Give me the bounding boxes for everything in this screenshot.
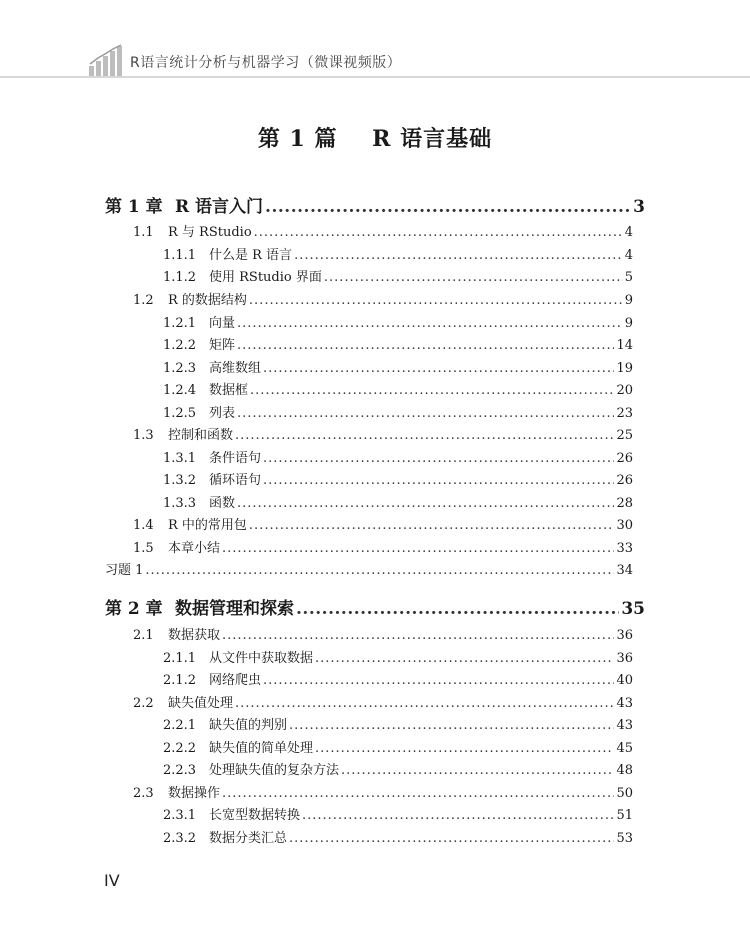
- toc-title: 数据框: [209, 383, 249, 398]
- toc-page-number: 4: [624, 225, 633, 240]
- toc-leader-dots: [222, 628, 614, 643]
- toc-title: 条件语句: [209, 451, 262, 466]
- toc-title: 从文件中获取数据: [209, 651, 314, 666]
- toc-title: 网络爬虫: [209, 673, 262, 688]
- toc-title: R 语言入门: [175, 197, 264, 217]
- toc-leader-dots: [265, 197, 631, 217]
- toc-number: 2.2.2: [163, 741, 197, 756]
- toc-leader-dots: [263, 451, 614, 466]
- toc-leader-dots: [222, 786, 614, 801]
- toc-number: 2.2.3: [163, 763, 197, 778]
- toc-number: 1.3.3: [163, 496, 197, 511]
- toc-number: 2.3: [133, 786, 154, 801]
- toc-page-number: 9: [624, 293, 633, 308]
- toc-title: 使用 RStudio 界面: [209, 270, 322, 285]
- toc-title: 数据分类汇总: [209, 831, 288, 846]
- toc-leader-dots: [263, 473, 614, 488]
- toc-leader-dots: [235, 428, 614, 443]
- toc-page-number: 26: [616, 451, 633, 466]
- toc-leader-dots: [237, 316, 623, 331]
- toc-title: 缺失值的判别: [209, 718, 288, 733]
- toc-leader-dots: [294, 248, 623, 263]
- toc-leader-dots: [250, 383, 614, 398]
- toc-entry-section[interactable]: [133, 624, 633, 643]
- toc-entry-subsection[interactable]: [163, 737, 633, 756]
- toc-number: 1.2.5: [163, 406, 197, 421]
- toc-number: 1.3: [133, 428, 154, 443]
- toc-number: 1.2: [133, 293, 154, 308]
- toc-number: 2.1.2: [163, 673, 197, 688]
- bar-chart-logo-icon: [88, 44, 124, 78]
- toc-title: 习题 1: [105, 563, 144, 578]
- toc-title: 矩阵: [209, 338, 236, 353]
- toc-number: 1.2.2: [163, 338, 197, 353]
- toc-page-number: 36: [616, 628, 633, 643]
- toc-page-number: 9: [624, 316, 633, 331]
- toc-number: 1.3.1: [163, 451, 197, 466]
- toc-page-number: 33: [616, 541, 633, 556]
- toc-entry-section[interactable]: [133, 782, 633, 801]
- toc-page-number: 40: [616, 673, 633, 688]
- toc-page-number: 26: [616, 473, 633, 488]
- toc-leader-dots: [237, 496, 614, 511]
- toc-number: 2.2.1: [163, 718, 197, 733]
- toc-number: 2.3.1: [163, 808, 197, 823]
- toc-entry-section[interactable]: [133, 692, 633, 711]
- toc-entry-subsection[interactable]: [163, 244, 633, 263]
- toc-title: 向量: [209, 316, 236, 331]
- toc-entry-subsection[interactable]: [163, 647, 633, 666]
- toc-title: 缺失值处理: [168, 696, 234, 711]
- toc-page-number: 34: [616, 563, 633, 578]
- toc-leader-dots: [289, 831, 614, 846]
- book-title: R语言统计分析与机器学习（微课视频版）: [130, 55, 402, 71]
- toc-leader-dots: [263, 361, 614, 376]
- toc-page-number: 36: [616, 651, 633, 666]
- toc-page-number: 45: [616, 741, 633, 756]
- toc-number: 第 2 章: [105, 599, 163, 619]
- toc-entry-subsection[interactable]: [163, 669, 633, 688]
- toc-leader-dots: [263, 673, 614, 688]
- toc-entry-subsection[interactable]: [163, 469, 633, 488]
- toc-number: 2.1: [133, 628, 154, 643]
- toc-page-number: 28: [616, 496, 633, 511]
- toc-entry-chapter[interactable]: [105, 192, 645, 217]
- toc-title: 高维数组: [209, 361, 262, 376]
- toc-title: 长宽型数据转换: [209, 808, 301, 823]
- toc-entry-subsection[interactable]: [163, 447, 633, 466]
- toc-page-number: 5: [624, 270, 633, 285]
- toc-page-number: 20: [616, 383, 633, 398]
- toc-page-number: 14: [616, 338, 633, 353]
- toc-entry-subsection[interactable]: [163, 402, 633, 421]
- toc-page-number: 35: [621, 599, 645, 619]
- toc-entry-subsection[interactable]: [163, 827, 633, 846]
- toc-entry-subsection[interactable]: [163, 492, 633, 511]
- toc-leader-dots: [235, 696, 614, 711]
- toc-entry-subsection[interactable]: [163, 759, 633, 778]
- toc-entry-section[interactable]: [133, 289, 633, 308]
- toc-number: 2.3.2: [163, 831, 197, 846]
- toc-page-number: 43: [616, 718, 633, 733]
- toc-number: 1.1.2: [163, 270, 197, 285]
- toc-entry-subsection[interactable]: [163, 266, 633, 285]
- toc-page-number: 23: [616, 406, 633, 421]
- toc-number: 1.5: [133, 541, 154, 556]
- toc-leader-dots: [222, 541, 614, 556]
- toc-entry-section[interactable]: [133, 514, 633, 533]
- toc-title: 本章小结: [168, 541, 221, 556]
- toc-title: 列表: [209, 406, 236, 421]
- toc-title: 控制和函数: [168, 428, 234, 443]
- header-divider: [0, 76, 750, 78]
- page-header: [0, 0, 750, 80]
- toc-leader-dots: [315, 741, 614, 756]
- toc-leader-dots: [237, 338, 614, 353]
- toc-page-number: 4: [624, 248, 633, 263]
- toc-title: 函数: [209, 496, 236, 511]
- toc-entry-subsection[interactable]: [163, 804, 633, 823]
- toc-title: R 的数据结构: [168, 293, 247, 308]
- toc-leader-dots: [315, 651, 614, 666]
- toc-title: 数据操作: [168, 786, 221, 801]
- toc-leader-dots: [324, 270, 623, 285]
- toc-leader-dots: [249, 293, 623, 308]
- toc-entry-section[interactable]: [133, 424, 633, 443]
- toc-number: 1.2.4: [163, 383, 197, 398]
- toc-number: 2.2: [133, 696, 154, 711]
- toc-entry-subsection[interactable]: [163, 312, 633, 331]
- part-title: 第 1 篇 R 语言基础: [257, 126, 493, 152]
- toc-leader-dots: [237, 406, 614, 421]
- toc-page-number: 48: [616, 763, 633, 778]
- toc-page-number: 3: [633, 197, 645, 217]
- toc-title: 什么是 R 语言: [209, 248, 293, 263]
- toc-page-number: 53: [616, 831, 633, 846]
- toc-page-number: 51: [616, 808, 633, 823]
- toc-entry-section[interactable]: [133, 221, 633, 240]
- toc-entry-subsection[interactable]: [163, 714, 633, 733]
- toc-entry-subsection[interactable]: [163, 334, 633, 353]
- toc-leader-dots: [341, 763, 614, 778]
- toc-number: 1.3.2: [163, 473, 197, 488]
- toc-title: 数据管理和探索: [175, 599, 294, 619]
- toc-leader-dots: [145, 563, 614, 578]
- page-number: IV: [104, 871, 120, 890]
- toc-entry-section[interactable]: [133, 537, 633, 556]
- toc-leader-dots: [289, 718, 614, 733]
- toc-number: 1.2.1: [163, 316, 197, 331]
- toc-title: R 中的常用包: [168, 518, 247, 533]
- toc-leader-dots: [249, 518, 615, 533]
- toc-entry-exercise[interactable]: [105, 559, 633, 578]
- toc-number: 1.1: [133, 225, 154, 240]
- toc-title: 数据获取: [168, 628, 221, 643]
- toc-number: 1.1.1: [163, 248, 197, 263]
- toc-entry-subsection[interactable]: [163, 379, 633, 398]
- toc-page-number: 30: [616, 518, 633, 533]
- toc-entry-chapter[interactable]: [105, 594, 645, 619]
- toc-title: R 与 RStudio: [168, 225, 252, 240]
- toc-title: 循环语句: [209, 473, 262, 488]
- toc-page-number: 25: [616, 428, 633, 443]
- toc-page-number: 19: [616, 361, 633, 376]
- toc-leader-dots: [302, 808, 614, 823]
- toc-number: 1.4: [133, 518, 154, 533]
- toc-page-number: 43: [616, 696, 633, 711]
- toc-title: 缺失值的简单处理: [209, 741, 314, 756]
- toc-title: 处理缺失值的复杂方法: [209, 763, 340, 778]
- toc-entry-subsection[interactable]: [163, 357, 633, 376]
- toc-leader-dots: [296, 599, 619, 619]
- toc-number: 1.2.3: [163, 361, 197, 376]
- toc-number: 第 1 章: [105, 197, 163, 217]
- toc-number: 2.1.1: [163, 651, 197, 666]
- toc-page-number: 50: [616, 786, 633, 801]
- toc-leader-dots: [254, 225, 623, 240]
